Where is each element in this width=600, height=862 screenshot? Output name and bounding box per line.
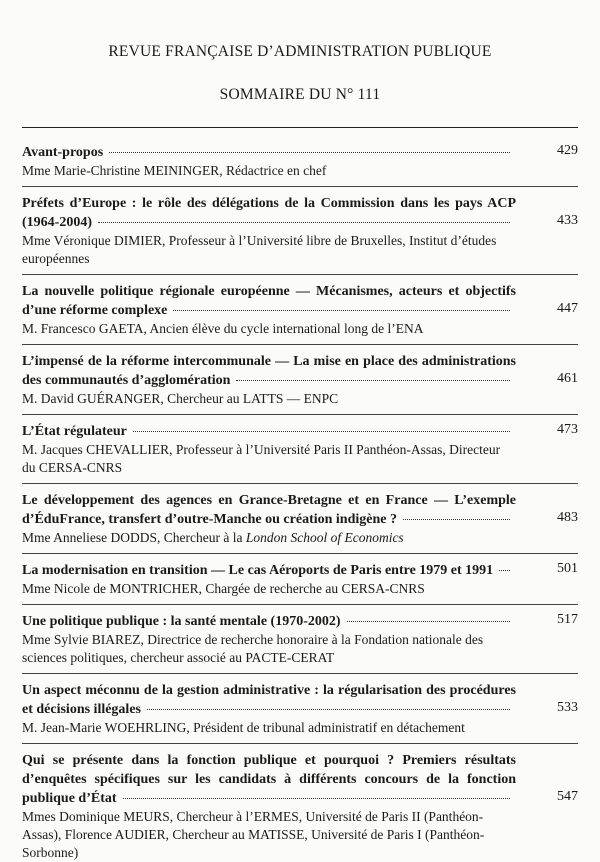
entry-separator bbox=[22, 743, 578, 744]
article-author: M. Francesco GAETA, Ancien élève du cycle international long de l’ENA bbox=[22, 321, 424, 336]
article-author: M. Jacques CHEVALLIER, Professeur à l’Université Paris II Panthéon-Assas, Directeur du CERSA-CNRS bbox=[22, 442, 501, 475]
article-title-line: d’une réforme complexe bbox=[22, 303, 168, 318]
article-title[interactable] bbox=[22, 491, 578, 529]
entry-separator bbox=[22, 483, 578, 484]
article-title-line: publique d’État bbox=[22, 791, 117, 806]
dot-leader bbox=[236, 379, 510, 381]
page-number: 429 bbox=[557, 143, 578, 158]
dot-leader bbox=[133, 430, 510, 432]
page-number: 483 bbox=[557, 510, 578, 525]
dot-leader bbox=[98, 221, 510, 223]
toc-entry[interactable] bbox=[22, 352, 578, 408]
page-number: 473 bbox=[557, 422, 578, 437]
article-author: M. Jean-Marie WOEHRLING, Président de tribunal administratif en détachement bbox=[22, 720, 465, 735]
dot-leader bbox=[123, 797, 510, 799]
entry-separator bbox=[22, 344, 578, 345]
article-title[interactable] bbox=[22, 422, 578, 441]
article-title-line: Le développement des agences en Grance-Bretagne et en France — L’exemple bbox=[22, 493, 516, 508]
article-title[interactable] bbox=[22, 143, 578, 162]
page-number: 461 bbox=[557, 371, 578, 386]
article-author: Mmes Dominique MEURS, Chercheur à l’ERMES, Université de Paris II (Panthéon-Assas), Florence AUDIER, Chercheur au MATISSE, Université de Paris I (Panthéon-Sorbonne) bbox=[22, 809, 485, 860]
entry-separator bbox=[22, 673, 578, 674]
entry-separator bbox=[22, 186, 578, 187]
table-of-contents bbox=[22, 143, 578, 862]
article-title-line: L’État régulateur bbox=[22, 424, 127, 439]
article-title[interactable] bbox=[22, 681, 578, 719]
top-rule bbox=[22, 127, 578, 128]
article-title-line: La modernisation en transition — Le cas Aéroports de Paris entre 1979 et 1991 bbox=[22, 563, 494, 578]
article-title-line: L’impensé de la réforme intercommunale — La mise en place des administrations bbox=[22, 354, 516, 369]
dot-leader bbox=[403, 518, 510, 520]
entry-separator bbox=[22, 553, 578, 554]
toc-entry[interactable] bbox=[22, 561, 578, 598]
article-title[interactable] bbox=[22, 352, 578, 390]
article-title-line: Avant-propos bbox=[22, 145, 104, 160]
article-title-line: (1964-2004) bbox=[22, 215, 92, 230]
issue-title: SOMMAIRE DU N° 111 bbox=[219, 86, 381, 103]
entry-separator bbox=[22, 414, 578, 415]
entry-separator bbox=[22, 604, 578, 605]
toc-entry[interactable] bbox=[22, 143, 578, 180]
toc-entry[interactable] bbox=[22, 612, 578, 667]
article-title-line: des communautés d’agglomération bbox=[22, 373, 231, 388]
journal-title: REVUE FRANÇAISE D’ADMINISTRATION PUBLIQUE bbox=[108, 43, 492, 60]
dot-leader bbox=[499, 569, 510, 571]
article-title-line: Un aspect méconnu de la gestion administrative : la régularisation des procédures bbox=[22, 683, 516, 698]
article-title-line: et décisions illégales bbox=[22, 702, 141, 717]
article-title-line: d’enquêtes spécifiques sur les candidats à différents concours de la fonction bbox=[22, 772, 516, 787]
toc-entry[interactable] bbox=[22, 194, 578, 268]
author-text: Mme Anneliese DODDS, Chercheur à la bbox=[22, 530, 246, 545]
page-number: 533 bbox=[557, 700, 578, 715]
author-institution: London School of Economics bbox=[245, 530, 404, 545]
article-title[interactable] bbox=[22, 194, 578, 232]
toc-entry[interactable] bbox=[22, 751, 578, 862]
article-title-line: d’ÉduFrance, transfert d’outre-Manche ou création indigène ? bbox=[22, 512, 397, 527]
entry-separator bbox=[22, 274, 578, 275]
article-title-line: La nouvelle politique régionale européenne — Mécanismes, acteurs et objectifs bbox=[22, 284, 516, 299]
page-number: 547 bbox=[557, 789, 578, 804]
article-title[interactable] bbox=[22, 612, 578, 631]
toc-entry[interactable] bbox=[22, 491, 578, 547]
article-title[interactable] bbox=[22, 282, 578, 320]
article-author: Mme Marie-Christine MEININGER, Rédactrice en chef bbox=[22, 163, 327, 178]
toc-entry[interactable] bbox=[22, 422, 578, 477]
article-title-line: Préfets d’Europe : le rôle des délégations de la Commission dans les pays ACP bbox=[22, 196, 516, 211]
dot-leader bbox=[173, 309, 510, 311]
page-number: 517 bbox=[557, 612, 578, 627]
dot-leader bbox=[147, 708, 510, 710]
article-title-line: Une politique publique : la santé mentale (1970-2002) bbox=[22, 614, 341, 629]
dot-leader bbox=[109, 151, 510, 153]
article-author: Mme Véronique DIMIER, Professeur à l’Université libre de Bruxelles, Institut d’études européennes bbox=[22, 233, 497, 266]
page-number: 447 bbox=[557, 301, 578, 316]
article-author: Mme Sylvie BIAREZ, Directrice de recherche honoraire à la Fondation nationale des sciences politiques, chercheur associé au PACTE-CERAT bbox=[22, 632, 484, 665]
toc-entry[interactable] bbox=[22, 681, 578, 737]
article-author: M. David GUÉRANGER, Chercheur au LATTS — ENPC bbox=[22, 391, 339, 406]
article-title[interactable] bbox=[22, 561, 578, 580]
article-title[interactable] bbox=[22, 751, 578, 808]
article-author bbox=[22, 529, 578, 547]
article-author: Mme Nicole de MONTRICHER, Chargée de recherche au CERSA-CNRS bbox=[22, 581, 425, 596]
article-title-line: Qui se présente dans la fonction publique et pourquoi ? Premiers résultats bbox=[22, 753, 516, 768]
toc-entry[interactable] bbox=[22, 282, 578, 338]
page-number: 501 bbox=[557, 561, 578, 576]
dot-leader bbox=[347, 620, 510, 622]
page-number: 433 bbox=[557, 213, 578, 228]
